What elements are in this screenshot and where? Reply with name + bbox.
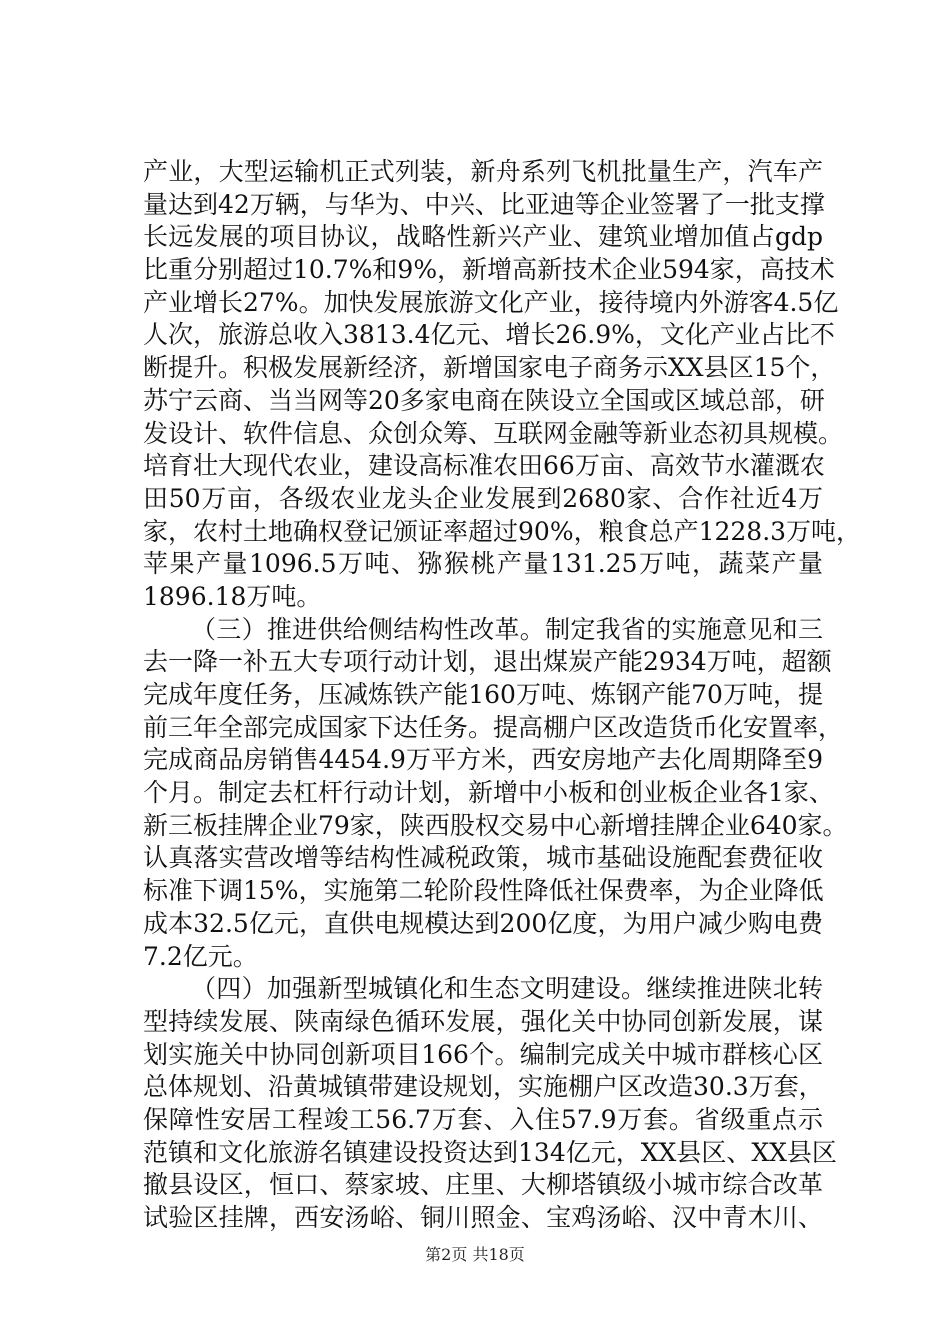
text-line: 划实施关中协同创新项目166个。编制完成关中城市群核心区	[143, 1039, 823, 1069]
text-line: 发设计、软件信息、众创众筹、互联网金融等新业态初具规模。	[143, 418, 844, 448]
text-line: 产业，大型运输机正式列装，新舟系列飞机批量生产，汽车产	[143, 157, 823, 186]
page-number-footer: 第2页 共18页	[425, 1245, 525, 1264]
text-line: 认真落实营改增等结构性减税政策，城市基础设施配套费征收	[143, 843, 823, 873]
text-line: 撤县设区，恒口、蔡家坡、庄里、大柳塔镇级小城市综合改革	[143, 1170, 823, 1200]
text-line: 型持续发展、陕南绿色循环发展，强化关中协同创新发展，谋	[143, 1006, 823, 1036]
text-line: 1896.18万吨。	[143, 581, 322, 611]
text-line: 产业增长27%。加快发展旅游文化产业，接待境内外游客4.5亿	[143, 287, 839, 317]
text-line: 量达到42万辆，与华为、中兴、比亚迪等企业签署了一批支撑	[143, 189, 825, 219]
text-line: 去一降一补五大专项行动计划，退出煤炭产能2934万吨，超额	[143, 647, 832, 677]
text-line: 苹果产量1096.5万吨、猕猴桃产量131.25万吨，蔬菜产量	[143, 549, 823, 579]
text-line: 新三板挂牌企业79家，陕西股权交易中心新增挂牌企业640家。	[143, 810, 848, 840]
text-line: 保障性安居工程竣工56.7万套、入住57.9万套。省级重点示	[143, 1104, 823, 1134]
text-line: 完成年度任务，压减炼铁产能160万吨、炼钢产能70万吨，提	[143, 680, 823, 709]
text-line: 7.2亿元。	[143, 941, 258, 971]
text-line: 范镇和文化旅游名镇建设投资达到134亿元，XX县区、XX县区	[143, 1137, 837, 1167]
text-line: 试验区挂牌，西安汤峪、铜川照金、宝鸡汤峪、汉中青木川、	[143, 1203, 823, 1232]
section-heading-line: （四）加强新型城镇化和生态文明建设。继续推进陕北转	[191, 974, 823, 1004]
text-line: 总体规划、沿黄城镇带建设规划，实施棚户区改造30.3万套，	[143, 1072, 824, 1102]
text-line: 苏宁云商、当当网等20多家电商在陕设立全国或区域总部，研	[143, 385, 825, 415]
text-line: 长远发展的项目协议，战略性新兴产业、建筑业增加值占gdp	[143, 222, 823, 252]
text-line: 人次，旅游总收入3813.4亿元、增长26.9%，文化产业占比不	[143, 320, 835, 350]
text-line: 家，农村土地确权登记颁证率超过90%，粮食总产1228.3万吨，	[143, 516, 862, 546]
text-line: 完成商品房销售4454.9万平方米，西安房地产去化周期降至9	[143, 745, 823, 775]
text-line: 前三年全部完成国家下达任务。提高棚户区改造货币化安置率，	[143, 712, 844, 742]
text-line: 标准下调15%，实施第二轮阶段性降低社保费率，为企业降低	[143, 876, 824, 906]
text-line: 断提升。积极发展新经济，新增国家电子商务示XX县区15个，	[143, 353, 836, 383]
text-line: 成本32.5亿元，直供电规模达到200亿度，为用户减少购电费	[143, 908, 823, 938]
text-line: 比重分别超过10.7%和9%，新增高新技术企业594家，高技术	[143, 255, 835, 285]
section-heading-line: （三）推进供给侧结构性改革。制定我省的实施意见和三	[191, 614, 823, 644]
text-line: 培育壮大现代农业，建设高标准农田66万亩、高效节水灌溉农	[143, 451, 825, 481]
document-body	[143, 156, 862, 1235]
text-line: 田50万亩，各级农业龙头企业发展到2680家、合作社近4万	[143, 483, 823, 513]
text-line: 个月。制定去杠杆行动计划，新增中小板和创业板企业各1家、	[143, 778, 834, 808]
